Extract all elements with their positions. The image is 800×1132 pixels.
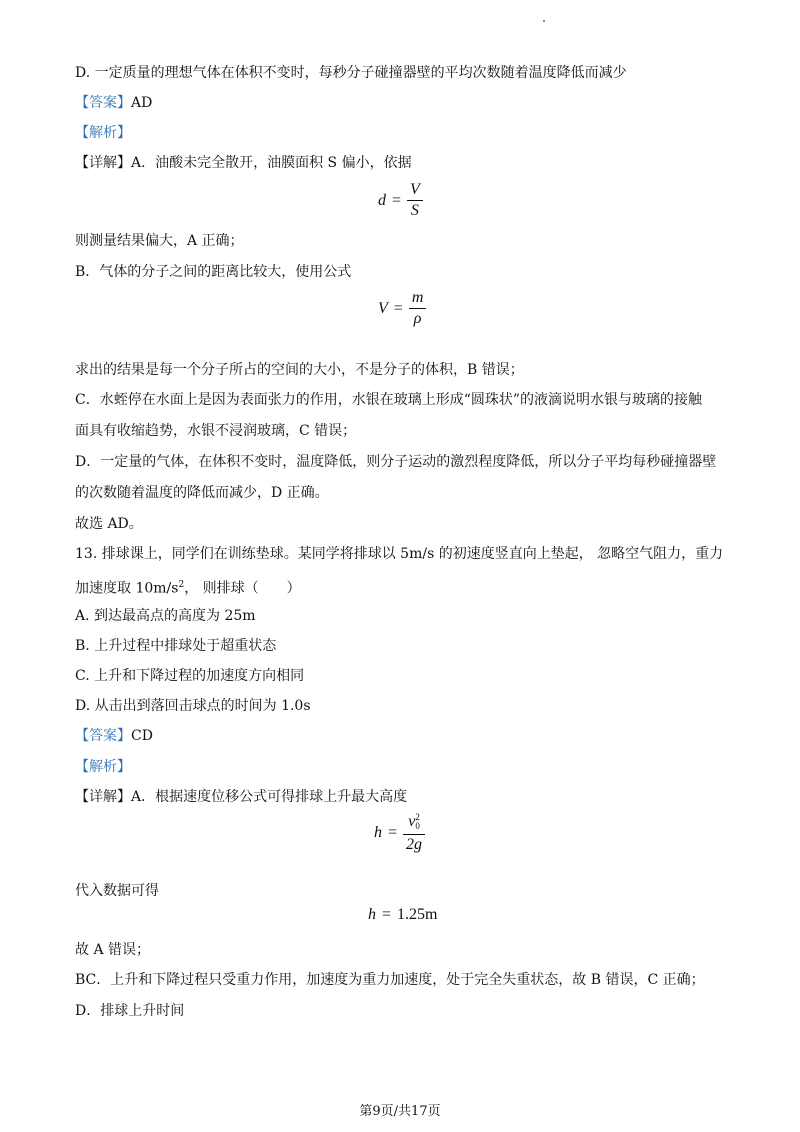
- formula-h-equals-1-25m: [368, 906, 437, 924]
- answer-value: CD: [131, 728, 153, 744]
- velocity-subscript: 0: [415, 821, 420, 832]
- option-b: B. 上升过程中排球处于超重状态: [75, 638, 277, 654]
- option-b-line: B．气体的分子之间的距离比较大，使用公式: [75, 264, 352, 280]
- question-13-line-1: 13. 排球课上，同学们在训练垫球。某同学将排球以 5m/s 的初速度竖直向上垫起， 忽略空气阻力，重力: [75, 546, 724, 562]
- answer-line-1: [75, 93, 152, 113]
- detail-line-2: [75, 787, 407, 807]
- option-d-line-2: 的次数随着温度的降低而减少，D 正确。: [75, 485, 329, 501]
- velocity-symbol: v: [408, 813, 416, 830]
- formula-h-equals-v0-squared-over-2g: [374, 810, 425, 855]
- detail-tag: 【详解】: [75, 789, 131, 805]
- formula-v-equals-m-over-rho: [378, 288, 426, 329]
- formula-lhs: d: [378, 191, 386, 209]
- fraction-numerator: V: [410, 181, 420, 198]
- analysis-tag: 【解析】: [75, 125, 131, 141]
- result-line: 则测量结果偏大，A 正确；: [75, 233, 244, 249]
- answer-tag: 【答案】: [75, 95, 131, 111]
- analysis-heading-2: [75, 757, 131, 777]
- option-a: A. 到达最高点的高度为 25m: [75, 608, 256, 624]
- option-c-line-2: 面具有收缩趋势，水银不浸润玻璃，C 错误；: [75, 423, 357, 439]
- formula-fraction: [407, 180, 423, 221]
- option-d: D. 从击出到落回击球点的时间为 1.0s: [75, 698, 311, 714]
- answer-tag: 【答案】: [75, 728, 131, 744]
- formula-d-equals-v-over-s: [378, 180, 423, 221]
- option-d-line: D. 一定质量的理想气体在体积不变时，每秒分子碰撞器壁的平均次数随着温度降低而减少: [75, 65, 627, 81]
- substitute-line: 代入数据可得: [75, 883, 159, 899]
- analysis-tag: 【解析】: [75, 759, 131, 775]
- formula-fraction: [403, 810, 425, 855]
- option-d-line-1: D．一定量的气体，在体积不变时，温度降低，则分子运动的激烈程度降低，所以分子平均每秒碰撞器壁: [75, 454, 717, 470]
- choose-line: 故选 AD。: [75, 516, 143, 532]
- formula-eq: =: [392, 191, 402, 209]
- question-13-line-2: [75, 575, 301, 599]
- option-c-line-1: C．水蛭停在水面上是因为表面张力的作用，水银在玻璃上形成“圆珠状”的液滴说明水银与玻璃的接触: [75, 392, 703, 408]
- page-footer: 第9页/共17页: [359, 1104, 441, 1119]
- fraction-numerator: m: [411, 289, 424, 306]
- velocity-scripts: [415, 813, 420, 831]
- q13-accel-prefix: 加速度取 10m/s: [75, 580, 179, 597]
- a-wrong-line: 故 A 错误；: [75, 942, 151, 958]
- formula-lhs: V: [378, 299, 388, 317]
- analysis-heading-1: [75, 123, 131, 143]
- bc-line: BC．上升和下降过程只受重力作用，加速度为重力加速度，处于完全失重状态，故 B 错误，C 正确；: [75, 972, 705, 988]
- option-b-result: 求出的结果是每一个分子所占的空间的大小，不是分子的体积，B 错误；: [75, 362, 524, 378]
- detail-line-1: [75, 153, 412, 173]
- option-c: C. 上升和下降过程的加速度方向相同: [75, 668, 305, 684]
- formula-eq: =: [393, 299, 403, 317]
- q13-accel-superscript: 2: [178, 580, 185, 590]
- q13-accel-suffix: ， 则排球（ ）: [184, 580, 301, 597]
- formula-eq: =: [382, 906, 392, 923]
- fraction-numerator: [405, 810, 423, 834]
- detail-tag: 【详解】: [75, 155, 131, 171]
- velocity-superscript: 2: [415, 812, 420, 823]
- detail-text: A．油酸未完全散开，油膜面积 S 偏小，依据: [131, 155, 412, 171]
- answer-line-2: [75, 726, 153, 746]
- formula-lhs: h: [374, 823, 382, 841]
- formula-lhs: h: [368, 906, 376, 923]
- fraction-denominator: 2g: [406, 836, 423, 853]
- detail-text: A．根据速度位移公式可得排球上升最大高度: [131, 789, 408, 805]
- answer-value: AD: [131, 95, 153, 111]
- fraction-denominator: ρ: [413, 310, 422, 327]
- formula-eq: =: [388, 823, 398, 841]
- formula-fraction: [409, 288, 427, 329]
- fraction-denominator: S: [410, 202, 419, 219]
- d-time-line: D．排球上升时间: [75, 1003, 185, 1019]
- scan-dot: [543, 20, 545, 22]
- formula-rhs: 1.25m: [397, 906, 438, 923]
